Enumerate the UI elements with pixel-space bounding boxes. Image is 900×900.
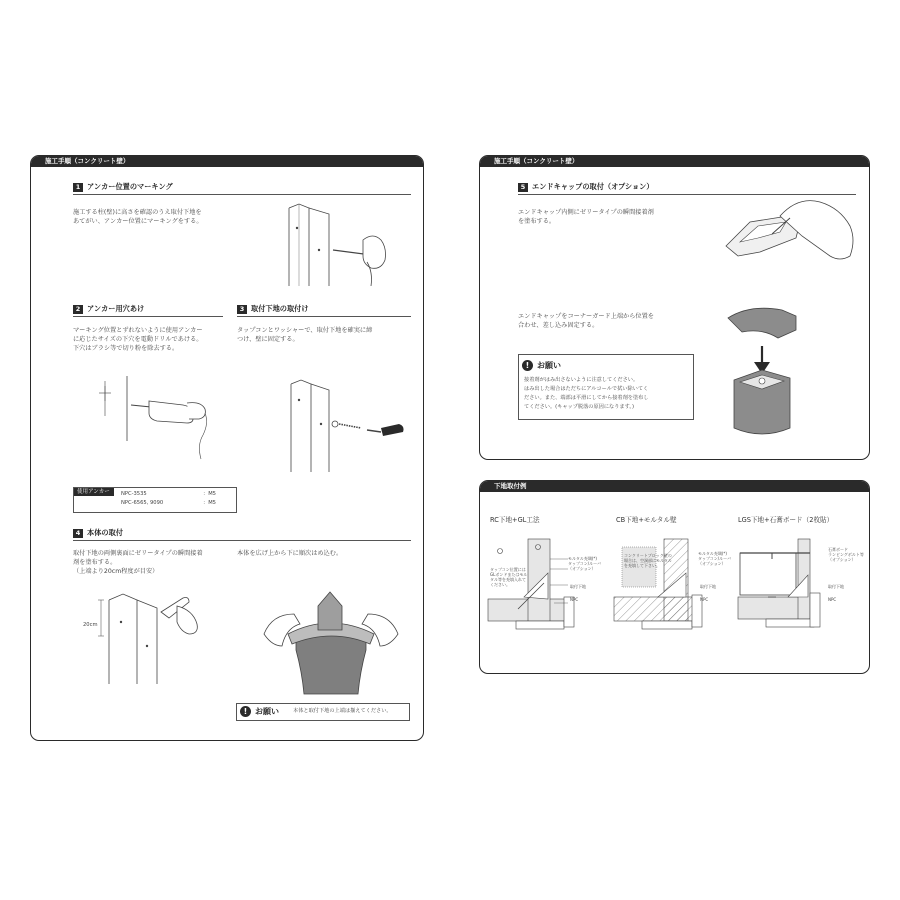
- step5-number: 5: [518, 183, 528, 192]
- step2-title: アンカー用穴あけ: [87, 304, 145, 313]
- example-2-label-4: 取付下地: [700, 584, 716, 589]
- step5-line-2: を塗布する。: [518, 218, 556, 225]
- step3-number: 3: [237, 305, 247, 314]
- step2-heading: [73, 304, 144, 314]
- step2-line-1: マーキング位置とずれないように使用アンカー: [73, 327, 203, 334]
- step1-text: [73, 208, 203, 226]
- ex3-label-3: （オプション）: [828, 557, 856, 562]
- step2-rule: [73, 316, 223, 317]
- step4-rule: [73, 540, 411, 541]
- step2-line-3: 下穴はブラシ等で切り粉を除去する。: [73, 345, 179, 352]
- step3-heading: [237, 304, 309, 314]
- example-2-note: [624, 553, 672, 568]
- ex2-note-1: コンクリートブロック壁の: [624, 553, 672, 558]
- anchor-model-2: NPC-6565, 9090: [121, 500, 164, 506]
- right-panel-header: 施工手順（コンクリート壁）: [480, 156, 869, 167]
- step5-line-3: エンドキャップをコーナーガード上端から位置を: [518, 313, 654, 320]
- step5-illustration-bottom: [720, 300, 820, 440]
- step5-line-1: エンドキャップ内側にゼリータイプの瞬間接着剤: [518, 209, 654, 216]
- anchor-table-label: 使用アンカー: [73, 488, 114, 496]
- examples-panel: [479, 480, 870, 674]
- step4-line-1: 取付下地の両側裏面にゼリータイプの瞬間接着: [73, 550, 203, 557]
- step5-illustration-top: [720, 196, 860, 276]
- example-3-label-5: NPC: [828, 597, 837, 602]
- step4-title: 本体の取付: [87, 528, 123, 537]
- step1-number: 1: [73, 183, 83, 192]
- step5-title: エンドキャップの取付（オプション）: [532, 182, 654, 191]
- step4-number: 4: [73, 529, 83, 538]
- step1-title: アンカー位置のマーキング: [87, 182, 173, 191]
- example-1-label-5: NPC: [570, 597, 579, 602]
- step5-line-4: 合わせ、差し込み固定する。: [518, 322, 599, 329]
- left-notice-title: お願い: [255, 707, 279, 716]
- step3-line-1: タップコンとワッシャーで、取付下地を確実に締: [237, 327, 373, 334]
- example-1-label-4: 取付下地: [570, 584, 586, 589]
- right-instruction-panel: [479, 155, 870, 460]
- right-notice-title: お願い: [537, 361, 561, 370]
- ex1-note-1: タップコン位置には: [490, 567, 526, 572]
- anchor-row-2: [121, 500, 163, 506]
- ex1-label-2: タップコン/ルーバ: [568, 561, 601, 566]
- step1-heading: [73, 182, 173, 192]
- example-2-labels: [698, 551, 731, 566]
- example-1-labels: [568, 556, 601, 571]
- step3-line-2: つけ、壁に固定する。: [237, 336, 299, 343]
- step1-rule: [73, 194, 411, 195]
- ex2-note-2: 場合は、空洞部にモルタル: [624, 558, 672, 563]
- step4-text-left: [73, 549, 203, 576]
- ex1-note-3: タル等を充填入れて: [490, 577, 526, 582]
- step5-heading: [518, 182, 654, 192]
- anchor-row-2-size: [203, 500, 216, 506]
- step4-line-2: 剤を塗布する。: [73, 559, 117, 566]
- step3-text: [237, 326, 372, 344]
- step4-dim-label: 20cm: [83, 622, 98, 628]
- step3-rule: [237, 316, 411, 317]
- ex1-label-3: （オプション）: [568, 566, 596, 571]
- step4-right-line-1: 本体を広げ上から下に順次はめ込む。: [237, 550, 343, 557]
- step2-illustration: [91, 371, 241, 481]
- step3-title: 取付下地の取付け: [251, 304, 309, 313]
- ex2-label-2: タップコン/ルーバ: [698, 556, 731, 561]
- step4-illustration-right: [256, 576, 406, 696]
- exclamation-icon: !: [240, 706, 251, 717]
- example-1-diagram: [488, 539, 608, 635]
- step3-illustration: [281, 376, 411, 476]
- exclamation-icon: !: [522, 360, 533, 371]
- step1-line-1: 施工する柱(壁)に高さを確認のうえ取付下地を: [73, 209, 202, 216]
- example-2-title: CB下地+モルタル壁: [616, 516, 677, 524]
- step5-text-1: [518, 208, 654, 226]
- example-1-note: [490, 567, 527, 587]
- example-3-labels: [828, 547, 864, 562]
- anchor-row-1-size: [203, 491, 216, 497]
- anchor-row-1: [121, 491, 147, 497]
- left-notice-title-wrap: [240, 706, 279, 717]
- left-notice-text: 本体と取付下地の上端は揃えてください。: [293, 708, 392, 714]
- step4-illustration-left: [81, 586, 221, 686]
- step4-line-3: （上端より20cm程度が目安）: [73, 568, 159, 575]
- ex2-note-3: を充填して下さい。: [624, 563, 660, 568]
- right-notice-title-wrap: [522, 360, 561, 371]
- ex1-note-2: GLボンドまたはモル: [490, 572, 528, 577]
- right-notice-line-2: はみ出した場合はただちにアルコールで拭い除いてく: [524, 386, 649, 392]
- ex3-label-1: 石膏ボード: [828, 547, 848, 552]
- ex2-label-3: （オプション）: [698, 561, 726, 566]
- right-notice-text: [524, 376, 649, 412]
- anchor-model-1: NPC-3535: [121, 491, 147, 497]
- example-2-label-5: NPC: [700, 597, 709, 602]
- step2-number: 2: [73, 305, 83, 314]
- example-1-title: RC下地+GL工法: [490, 516, 540, 524]
- ex1-note-4: ください。: [490, 582, 510, 587]
- step2-line-2: に応じたサイズの下穴を電動ドリルであける。: [73, 336, 203, 343]
- ex2-label-1: モルタル充塡(*): [698, 551, 727, 556]
- right-notice-line-4: てください。(キャップ脱落の原因になります。): [524, 404, 634, 410]
- ex3-label-2: ランピングボルト等: [828, 552, 864, 557]
- step2-text: [73, 326, 203, 353]
- left-instruction-panel: [30, 155, 424, 741]
- step1-line-2: あてがい、アンカー位置にマーキングをする。: [73, 218, 203, 225]
- example-3-label-4: 取付下地: [828, 584, 844, 589]
- step5-text-2: [518, 312, 654, 330]
- step4-heading: [73, 528, 123, 538]
- example-3-title: LGS下地+石膏ボード（2枚貼）: [738, 516, 834, 524]
- anchor-size-1: ：M5: [203, 491, 216, 497]
- right-notice-line-3: ださい。また、端部は平滑にしてから接着剤を塗布し: [524, 395, 649, 401]
- anchor-size-2: ：M5: [203, 500, 216, 506]
- left-panel-header: 施工手順（コンクリート壁）: [31, 156, 423, 167]
- step1-illustration: [271, 200, 411, 290]
- right-notice-line-1: 接着剤がはみ出さないように注意してください。: [524, 377, 639, 383]
- examples-panel-header: 下地取付例: [480, 481, 869, 492]
- step4-text-right: [237, 549, 342, 558]
- step5-rule: [518, 194, 856, 195]
- ex1-label-1: モルタル充塡(*): [568, 556, 597, 561]
